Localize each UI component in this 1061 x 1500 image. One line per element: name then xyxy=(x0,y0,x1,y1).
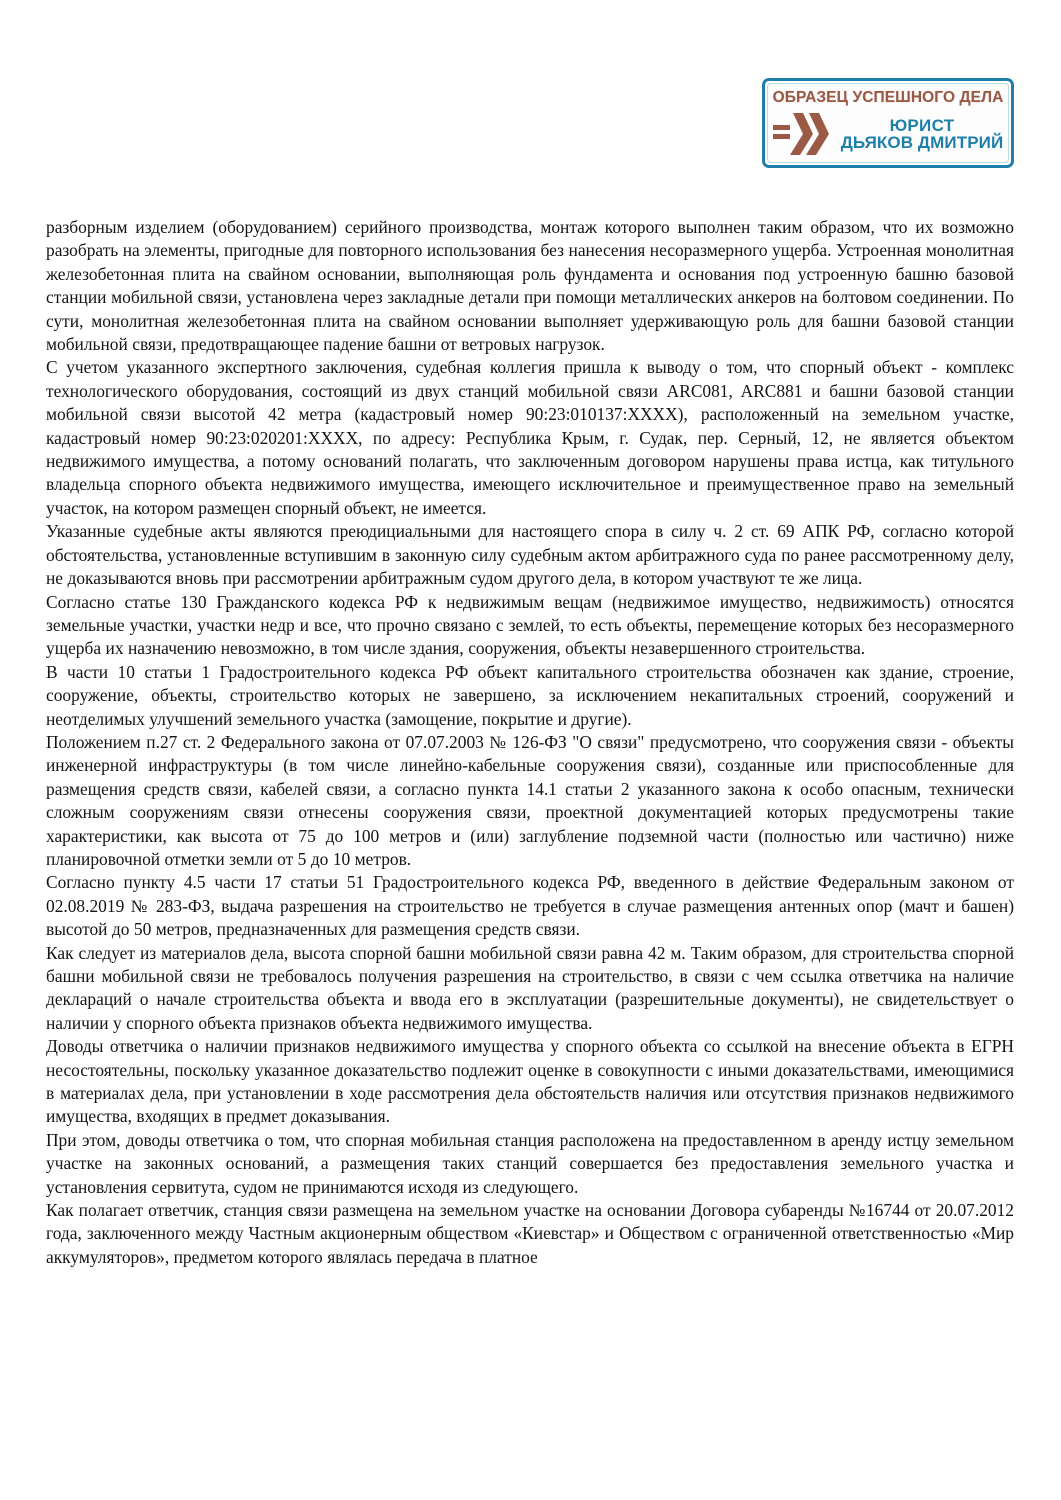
stamp-inner-frame xyxy=(767,83,1009,163)
success-case-stamp xyxy=(762,78,1014,168)
paragraph: Как следует из материалов дела, высота спорной башни мобильной связи равна 42 м. Таким образом, для строительства спорной башни мобильной связи не требовалось получения разрешения на строительство, в связи с чем ссылка ответчика на наличие деклараций о начале строительства объекта и ввода его в эксплуатации (разрешительные документы), не свидетельствует о наличии у спорного объекта признаков объекта недвижимого имущества. xyxy=(46,942,1014,1033)
paragraph: При этом, доводы ответчика о том, что спорная мобильная станция расположена на предоставленном в аренду истцу земельном участке на законных оснований, а размещения таких станций совершается без предоставления земельного участка и установления сервитута, судом не принимаются исходя из следующего. xyxy=(46,1129,1014,1197)
paragraph: С учетом указанного экспертного заключения, судебная коллегия пришла к выводу о том, что спорный объект - комплекс технологического оборудования, состоящий из двух станций мобильной связи ARC081, ARC881 и башни базовой станции мобильной связи высотой 42 метра (кадастровый номер 90:23:010137:ХХХХ), расположенный на земельном участке, кадастровый номер 90:23:020201:ХХХХ, по адресу: Республика Крым, г. Судак, пер. Серный, 12, не является объектом недвижимого имущества, а потому оснований полагать, что заключенным договором нарушены права истца, как титульного владельца спорного объекта недвижимого имущества, имеющего исключительное и преимущественное право на земельный участок, на котором размещен спорный объект, не имеется. xyxy=(46,357,1014,518)
paragraph: В части 10 статьи 1 Градостроительного кодекса РФ объект капитального строительства обозначен как здание, строение, сооружение, объекты, строительство которых не завершено, за исключением некапитальных строений, сооружений и неотделимых улучшений земельного участка (замощение, покрытие и другие). xyxy=(46,661,1014,729)
paragraph: Доводы ответчика о наличии признаков недвижимого имущества у спорного объекта со ссылкой на внесение объекта в ЕГРН несостоятельны, поскольку указанное доказательство подлежит оценке в совокупности с иными доказательствами, имеющимися в материалах дела, при установлении в ходе рассмотрения дела обстоятельств наличия или отсутствия признаков недвижимого имущества, входящих в предмет доказывания. xyxy=(46,1036,1014,1127)
paragraph: разборным изделием (оборудованием) серийного производства, монтаж которого выполнен таким образом, что их возможно разобрать на элементы, пригодные для повторного использования без нанесения несоразмерного ущерба. Устроенная монолитная железобетонная плита на свайном основании, выполняющая роль фундамента и основания под устроенную башню базовой станции мобильной связи, установлена через закладные детали при помощи металлических анкеров на болтовом соединении. По сути, монолитная железобетонная плита на свайном основании выполняет удерживающую роль для башни базовой станции мобильной связи, предотвращающее падение башни от ветровых нагрузок. xyxy=(46,217,1014,355)
document-text-body xyxy=(46,216,1014,1269)
stamp-name-line2: ДЬЯКОВ ДМИТРИЙ xyxy=(840,133,1004,153)
paragraph: Положением п.27 ст. 2 Федерального закона от 07.07.2003 № 126-ФЗ "О связи" предусмотрено, что сооружения связи - объекты инженерной инфраструктуры (в том числе линейно-кабельные сооружения связи), созданные или приспособленные для размещения средств связи, кабелей связи, а согласно пункта 14.1 статьи 2 указанного закона к особо опасным, технически сложным сооружениям связи отнесены сооружения связи, проектной документацией которых предусмотрены такие характеристики, как высота от 75 до 100 метров и (или) заглубление подземной части (полностью или частично) ниже планировочной отметки земли от 5 до 10 метров. xyxy=(46,731,1014,869)
paragraph: Указанные судебные акты являются преюдициальными для настоящего спора в силу ч. 2 ст. 69 АПК РФ, согласно которой обстоятельства, установленные вступившим в законную силу судебным актом арбитражного суда по ранее рассмотренному делу, не доказываются вновь при рассмотрении арбитражным судом другого дела, в котором участвуют те же лица. xyxy=(46,521,1014,589)
stamp-body xyxy=(768,109,1008,159)
stamp-title: ОБРАЗЕЦ УСПЕШНОГО ДЕЛА xyxy=(772,89,1004,106)
stamp-name-line1: ЮРИСТ xyxy=(889,115,955,135)
paragraph: Согласно статье 130 Гражданского кодекса РФ к недвижимым вещам (недвижимое имущество, недвижимость) относятся земельные участки, участки недр и все, что прочно связано с землей, то есть объекты, перемещение которых без несоразмерного ущерба их назначению невозможно, в том числе здания, сооружения, объекты незавершенного строительства. xyxy=(46,591,1014,659)
paragraph: Согласно пункту 4.5 части 17 статьи 51 Градостроительного кодекса РФ, введенного в действие Федеральным законом от 02.08.2019 № 283-ФЗ, выдача разрешения на строительство не требуется в случае размещения антенных опор (мачт и башен) высотой до 50 метров, предназначенных для размещения средств связи. xyxy=(46,872,1014,940)
paragraph: Как полагает ответчик, станция связи размещена на земельном участке на основании Договора субаренды №16744 от 20.07.2012 года, заключенного между Частным акционерным обществом «Киевстар» и Обществом с ограниченной ответственностью «Мир аккумуляторов», предметом которого являлась передача в платное xyxy=(46,1200,1014,1267)
monogram-k-icon xyxy=(773,109,837,159)
stamp-names xyxy=(841,117,1004,152)
